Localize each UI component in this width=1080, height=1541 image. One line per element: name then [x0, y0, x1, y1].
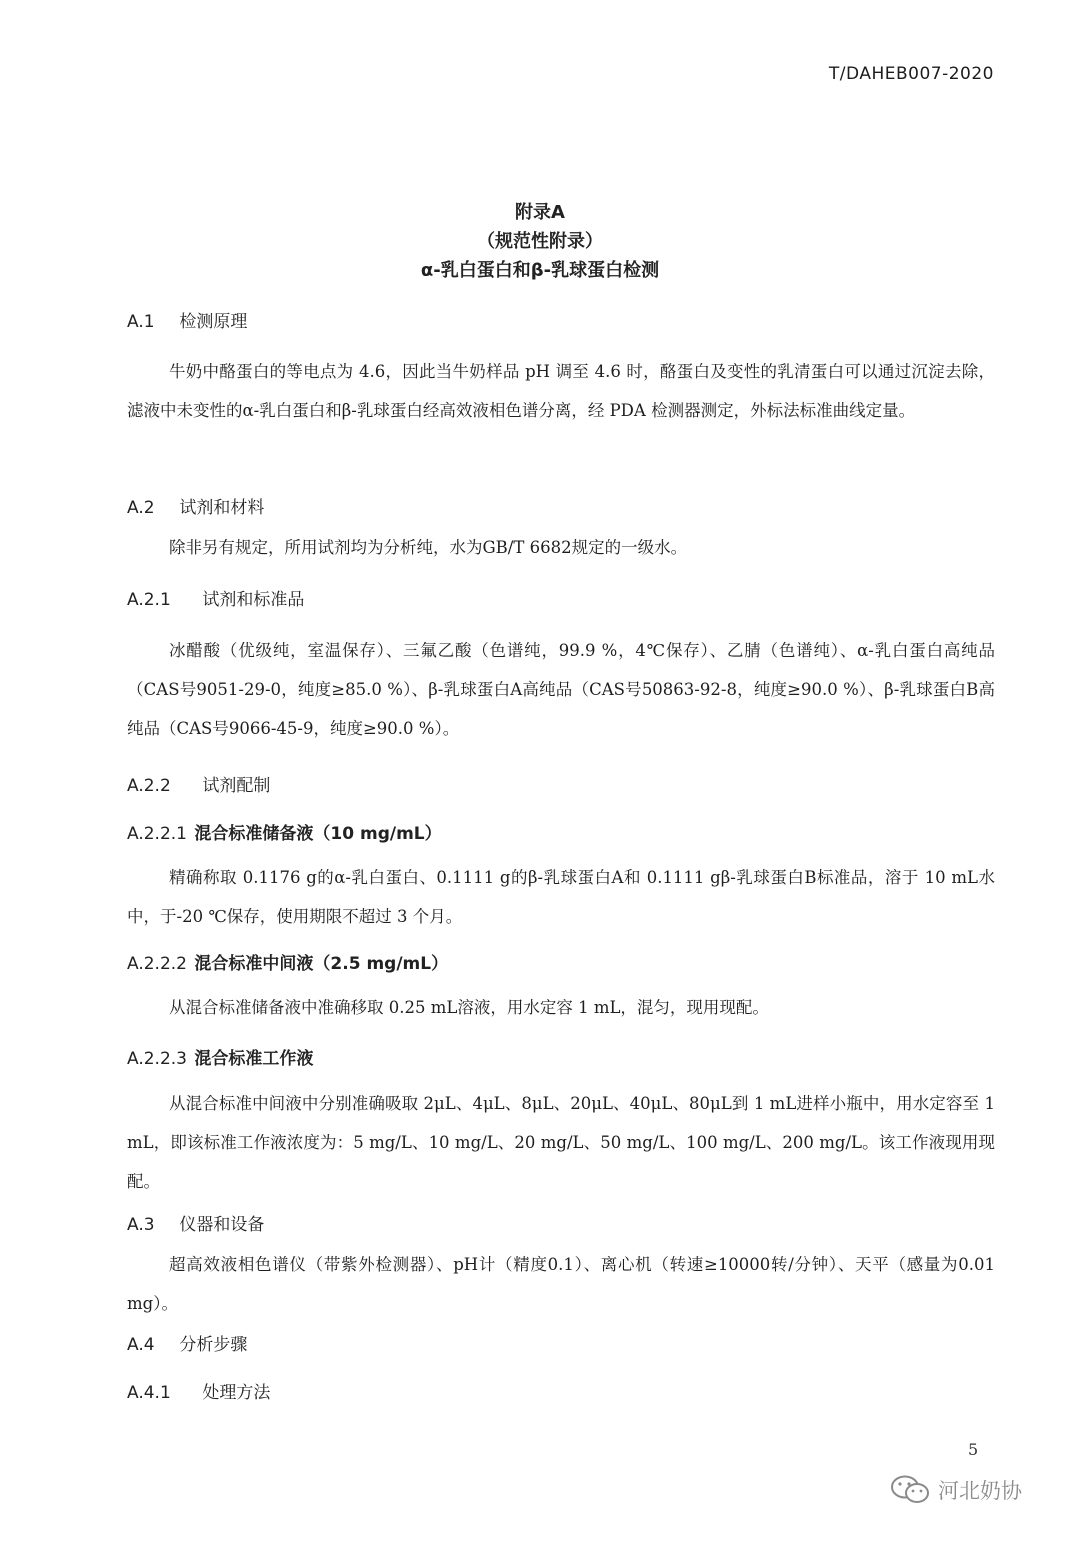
heading-number: A.2.2.3 — [127, 1049, 187, 1069]
heading-a41 — [127, 1378, 270, 1403]
heading-title: 混合标准工作液 — [194, 1049, 314, 1069]
heading-number: A.1 — [127, 312, 155, 332]
paragraph-a2: 除非另有规定，所用试剂均为分析纯，水为GB/T 6682规定的一级水。 — [169, 538, 688, 557]
heading-number: A.3 — [127, 1215, 155, 1235]
heading-title: 检测原理 — [179, 312, 248, 332]
appendix-title-line1: 附录A — [515, 202, 565, 223]
paragraph-a21: 冰醋酸（优级纯，室温保存）、三氟乙酸（色谱纯，99.9 %，4℃保存）、乙腈（色谱纯）、α-乳白蛋白高纯品（CAS号9051-29-0，纯度≥85.0 %）、β-乳球蛋白A高纯品（CAS号50863-92-8，纯度≥90.0 %）、β-乳球蛋白B高纯品（CAS号9066-45-9，纯度≥90.0 %）。 — [127, 641, 995, 738]
heading-a2 — [127, 493, 264, 518]
heading-number: A.4.1 — [127, 1383, 171, 1403]
heading-number: A.2.2.1 — [127, 824, 187, 844]
heading-a221 — [127, 819, 442, 844]
watermark — [890, 1474, 1022, 1506]
heading-title: 试剂和材料 — [179, 498, 265, 518]
heading-a22 — [127, 771, 270, 796]
heading-a21 — [127, 585, 304, 610]
heading-a223 — [127, 1044, 313, 1069]
heading-a4 — [127, 1330, 247, 1355]
heading-title: 仪器和设备 — [179, 1215, 265, 1235]
heading-title: 分析步骤 — [179, 1335, 248, 1355]
heading-number: A.2.2 — [127, 776, 171, 796]
wechat-icon — [890, 1474, 932, 1506]
heading-number: A.2.1 — [127, 590, 171, 610]
watermark-text: 河北奶协 — [938, 1479, 1022, 1503]
heading-a222 — [127, 949, 448, 974]
paragraph-a1: 牛奶中酪蛋白的等电点为 4.6，因此当牛奶样品 pH 调至 4.6 时，酪蛋白及变性的乳清蛋白可以通过沉淀去除，滤液中未变性的α-乳白蛋白和β-乳球蛋白经高效液相色谱分离，经 PDA 检测器测定，外标法标准曲线定量。 — [127, 362, 995, 420]
heading-a3 — [127, 1210, 264, 1235]
heading-title: 处理方法 — [202, 1383, 271, 1403]
appendix-title-line2: （规范性附录） — [477, 231, 603, 252]
page-number: 5 — [968, 1440, 979, 1459]
paragraph-a3: 超高效液相色谱仪（带紫外检测器）、pH计（精度0.1）、离心机（转速≥10000转/分钟）、天平（感量为0.01 mg）。 — [127, 1255, 995, 1313]
heading-a1 — [127, 307, 247, 332]
appendix-title-line3: α-乳白蛋白和β-乳球蛋白检测 — [420, 260, 660, 281]
heading-number: A.2 — [127, 498, 155, 518]
standard-code: T/DAHEB007-2020 — [828, 64, 994, 84]
heading-number: A.2.2.2 — [127, 954, 187, 974]
paragraph-a223: 从混合标准中间液中分别准确吸取 2μL、4μL、8μL、20μL、40μL、80μL到 1 mL进样小瓶中，用水定容至 1 mL，即该标准工作液浓度为：5 mg/L、10 mg/L、20 mg/L、50 mg/L、100 mg/L、200 mg/L。该工作液现用现配。 — [127, 1094, 995, 1191]
paragraph-a222: 从混合标准储备液中准确移取 0.25 mL溶液，用水定容 1 mL，混匀，现用现配。 — [169, 998, 769, 1017]
heading-title: 试剂和标准品 — [202, 590, 305, 610]
heading-number: A.4 — [127, 1335, 155, 1355]
appendix-title — [0, 198, 1080, 285]
paragraph-a221: 精确称取 0.1176 g的α-乳白蛋白、0.1111 g的β-乳球蛋白A和 0.1111 gβ-乳球蛋白B标准品，溶于 10 mL水中，于-20 ℃保存，使用期限不超过 3 个月。 — [127, 868, 995, 926]
heading-title: 试剂配制 — [202, 776, 271, 796]
heading-title: 混合标准储备液（10 mg/mL） — [194, 824, 442, 844]
heading-title: 混合标准中间液（2.5 mg/mL） — [194, 954, 449, 974]
